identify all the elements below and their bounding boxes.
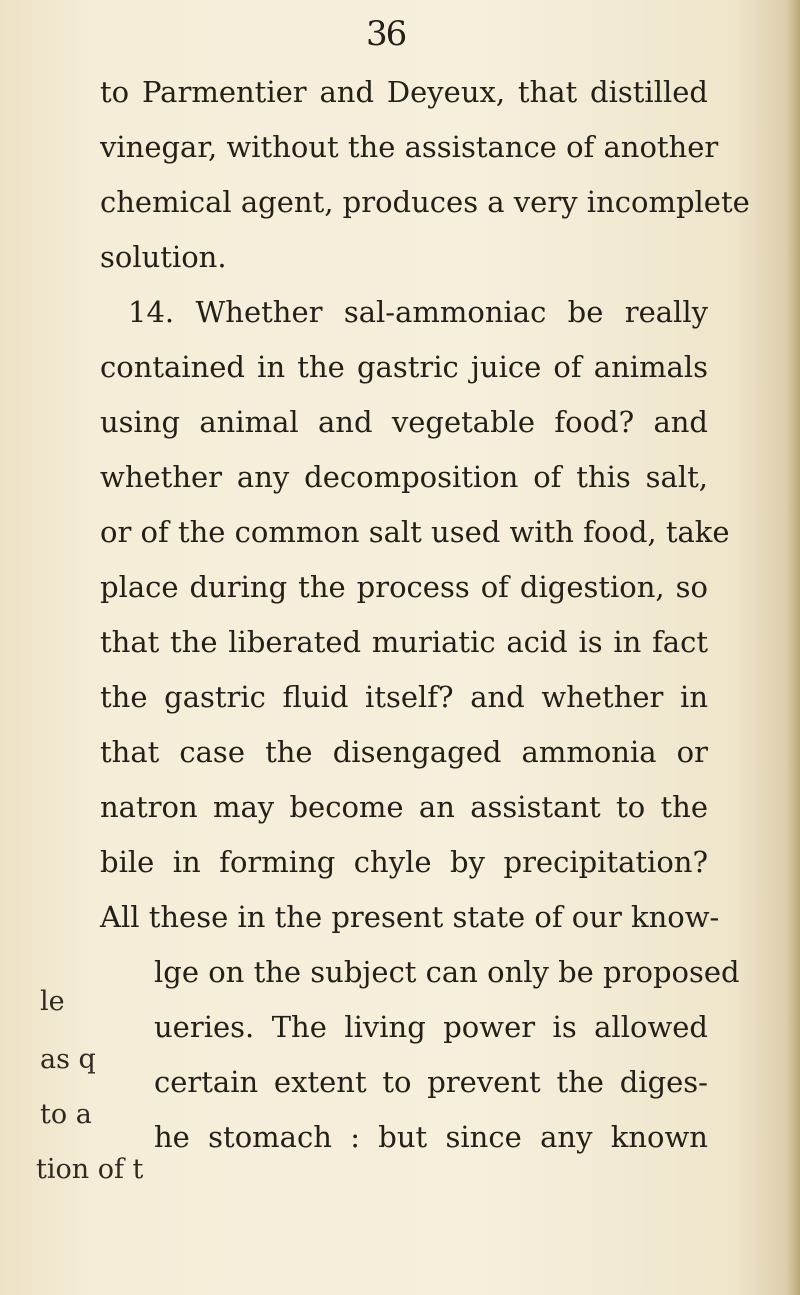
text-line: bile in forming chyle by precipitation?: [100, 845, 708, 879]
text-line: the gastric fluid itself? and whether in: [100, 680, 708, 714]
margin-fragment: le: [40, 986, 65, 1017]
text-line: using animal and vegetable food? and: [100, 405, 708, 439]
text-line: that case the disengaged ammonia or: [100, 735, 708, 769]
text-line: certain extent to prevent the diges-: [154, 1065, 708, 1099]
text-line: he stomach : but since any known: [154, 1120, 708, 1154]
text-line: whether any decomposition of this salt,: [100, 460, 708, 494]
text-line: natron may become an assistant to the: [100, 790, 708, 824]
text-line: All these in the present state of our know-: [100, 900, 720, 934]
text-line: ueries. The living power is allowed: [154, 1010, 708, 1044]
text-line: solution.: [100, 240, 227, 274]
text-line: to Parmentier and Deyeux, that distilled: [100, 75, 708, 109]
text-line: or of the common salt used with food, take: [100, 515, 730, 549]
text-line: 14. Whether sal-ammoniac be really: [128, 295, 708, 329]
page-edge-shadow: [786, 0, 800, 1295]
margin-fragment: as q: [40, 1044, 96, 1075]
text-line: chemical agent, produces a very incomplete: [100, 185, 750, 219]
text-line: lge on the subject can only be proposed: [154, 955, 740, 989]
text-line: place during the process of digestion, so: [100, 570, 708, 604]
text-line: that the liberated muriatic acid is in fact: [100, 625, 708, 659]
text-line: contained in the gastric juice of animals: [100, 350, 708, 384]
margin-fragment: tion of t: [36, 1154, 144, 1185]
page-number: 36: [366, 14, 406, 54]
margin-fragment: to a: [40, 1099, 92, 1130]
text-line: vinegar, without the assistance of another: [100, 130, 719, 164]
